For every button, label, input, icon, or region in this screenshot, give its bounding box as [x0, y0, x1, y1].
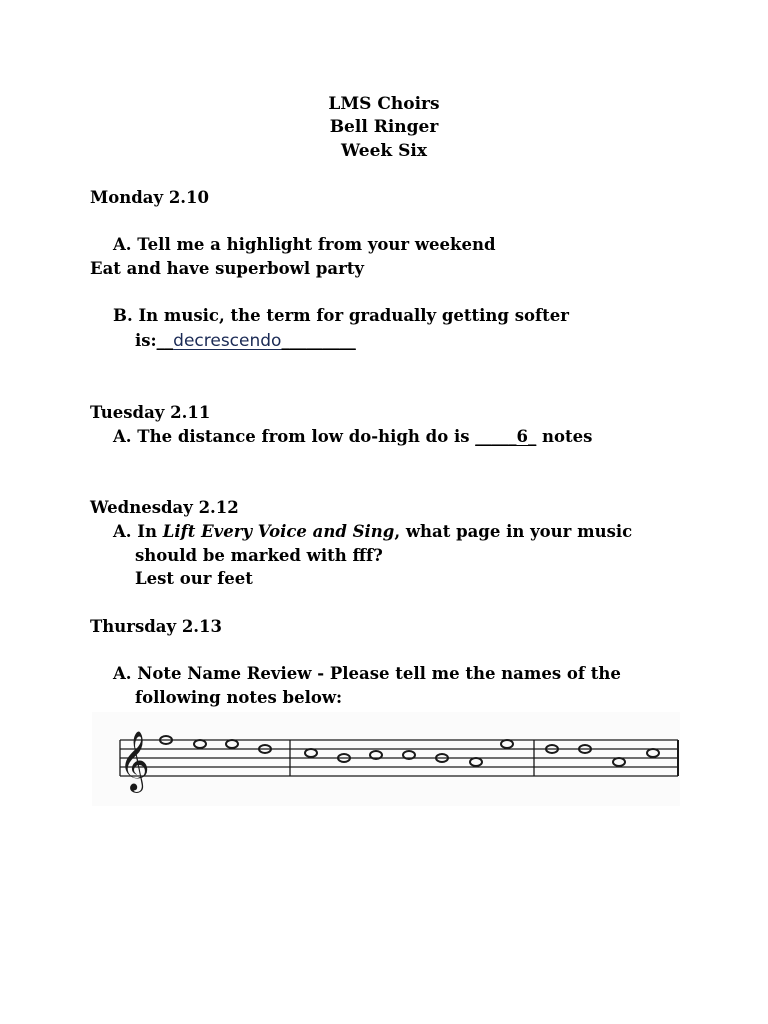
thursday-a-text: Note Name Review - Please tell me the names of the [137, 664, 621, 683]
monday-b-text: In music, the term for gradually getting softer [138, 306, 569, 325]
whole-note [470, 758, 482, 766]
tuesday-a-blank: _____ [475, 427, 517, 446]
monday-b-answer: decrescendo [173, 331, 282, 351]
tuesday-heading: Tuesday 2.11 [90, 403, 211, 422]
tuesday-a-answer: 6 [516, 427, 528, 446]
music-staff [92, 712, 680, 806]
monday-b-blank-before: __ [156, 331, 174, 350]
monday-answer-a: Eat and have superbowl party [90, 259, 365, 278]
monday-b-label: B. [113, 306, 133, 325]
wednesday-a-label: A. [113, 522, 132, 541]
whole-note [305, 749, 317, 757]
monday-b-prefix: is: [135, 331, 157, 350]
monday-heading: Monday 2.10 [90, 188, 210, 207]
tuesday-a-blank-after: _ [528, 427, 537, 446]
monday-a-text: Tell me a highlight from your weekend [137, 235, 496, 254]
wednesday-a-song-title: Lift Every Voice and Sing [162, 522, 395, 541]
monday-question-b [113, 306, 569, 326]
header-subtitle: Bell Ringer [329, 117, 439, 137]
wednesday-heading: Wednesday 2.12 [90, 498, 239, 517]
tuesday-a-suffix: notes [542, 427, 593, 446]
tuesday-a-label: A. [113, 427, 132, 446]
monday-answer-b [135, 331, 356, 351]
wednesday-answer-a: Lest our feet [135, 569, 253, 588]
whole-note [226, 740, 238, 748]
whole-note [501, 740, 513, 748]
header-week: Week Six [341, 141, 427, 161]
wednesday-a-prefix: In [137, 522, 158, 541]
wednesday-question-a-line2: should be marked with fff? [135, 546, 383, 565]
tuesday-question-a [113, 427, 592, 447]
wednesday-a-text: , what page in your music [394, 522, 633, 541]
wednesday-question-a [113, 522, 632, 542]
treble-clef-icon: 𝄞 [119, 731, 150, 791]
tuesday-a-text: The distance from low do-high do is [137, 427, 470, 446]
thursday-question-a-line2: following notes below: [135, 688, 343, 707]
monday-b-blank-after: _________ [281, 331, 356, 350]
header-title: LMS Choirs [328, 94, 440, 114]
music-staff-svg [92, 712, 680, 806]
thursday-a-label: A. [113, 664, 132, 683]
monday-a-label: A. [113, 235, 132, 254]
whole-note [194, 740, 206, 748]
thursday-heading: Thursday 2.13 [90, 617, 222, 636]
monday-question-a [113, 235, 496, 255]
whole-note [613, 758, 625, 766]
thursday-question-a [113, 664, 621, 684]
whole-note [647, 749, 659, 757]
